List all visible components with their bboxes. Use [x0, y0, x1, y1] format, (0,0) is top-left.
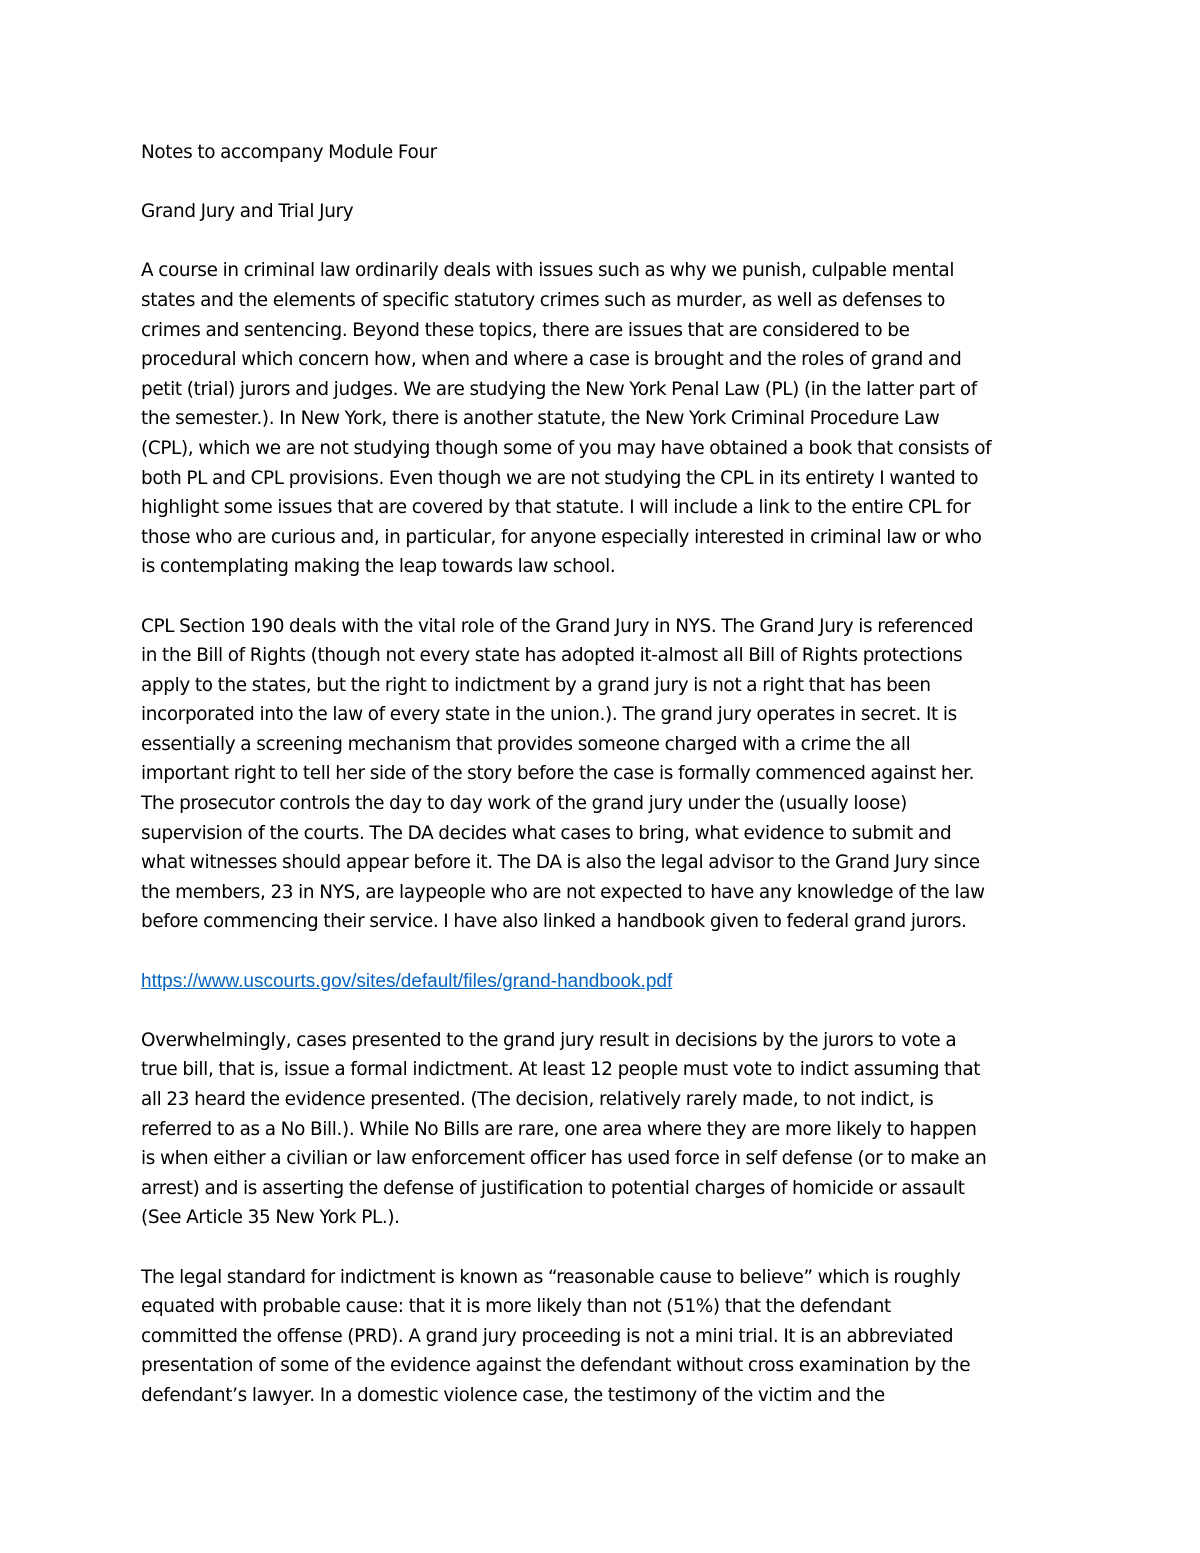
paragraph-line: Overwhelmingly, cases presented to the grand jury result in decisions by the jurors to vote a — [141, 1029, 957, 1051]
document-title: Notes to accompany Module Four — [141, 142, 437, 163]
paragraph-line: presentation of some of the evidence against the defendant without cross examination by the — [141, 1355, 971, 1377]
paragraph-line: The legal standard for indictment is known as “reasonable cause to believe” which is roughly — [141, 1266, 961, 1288]
paragraph-line: both PL and CPL provisions. Even though we are not studying the CPL in its entirety I wanted to — [141, 467, 979, 489]
paragraph-line: petit (trial) jurors and judges. We are studying the New York Penal Law (PL) (in the latter part of — [141, 378, 977, 400]
paragraph-1 — [141, 256, 1071, 582]
paragraph-line: the semester.). In New York, there is another statute, the New York Criminal Procedure Law — [141, 408, 940, 430]
link-line — [141, 967, 1071, 997]
spacer — [141, 168, 1071, 198]
paragraph-line: CPL Section 190 deals with the vital role of the Grand Jury in NYS. The Grand Jury is referenced — [141, 615, 974, 637]
paragraph-line: the members, 23 in NYS, are laypeople who are not expected to have any knowledge of the law — [141, 881, 985, 903]
paragraph-line: committed the offense (PRD). A grand jury proceeding is not a mini trial. It is an abbreviated — [141, 1325, 954, 1347]
paragraph-line: those who are curious and, in particular, for anyone especially interested in criminal law or who — [141, 526, 982, 548]
paragraph-line: (See Article 35 New York PL.). — [141, 1207, 400, 1229]
paragraph-line: The prosecutor controls the day to day work of the grand jury under the (usually loose) — [141, 793, 907, 815]
paragraph-line: equated with probable cause: that it is more likely than not (51%) that the defendant — [141, 1296, 891, 1318]
paragraph-line: arrest) and is asserting the defense of justification to potential charges of homicide or assault — [141, 1177, 965, 1199]
spacer — [141, 937, 1071, 967]
document-body — [141, 138, 1071, 1411]
paragraph-line: what witnesses should appear before it. The DA is also the legal advisor to the Grand Jury since — [141, 852, 980, 874]
paragraph-line: apply to the states, but the right to indictment by a grand jury is not a right that has been — [141, 674, 931, 696]
paragraph-line: referred to as a No Bill.). While No Bills are rare, one area where they are more likely to happen — [141, 1118, 977, 1140]
paragraph-2 — [141, 612, 1071, 938]
spacer — [141, 227, 1071, 257]
paragraph-3 — [141, 1026, 1071, 1233]
document-subtitle: Grand Jury and Trial Jury — [141, 201, 354, 223]
paragraph-4 — [141, 1263, 1071, 1411]
paragraph-line: (CPL), which we are not studying though some of you may have obtained a book that consists of — [141, 437, 992, 459]
paragraph-line: crimes and sentencing. Beyond these topics, there are issues that are considered to be — [141, 319, 910, 341]
paragraph-line: is contemplating making the leap towards law school. — [141, 556, 616, 578]
paragraph-line: incorporated into the law of every state in the union.). The grand jury operates in secret. It is — [141, 704, 957, 726]
paragraph-line: true bill, that is, issue a formal indictment. At least 12 people must vote to indict assuming that — [141, 1059, 981, 1081]
paragraph-line: is when either a civilian or law enforcement officer has used force in self defense (or to make an — [141, 1148, 987, 1170]
paragraph-line: procedural which concern how, when and where a case is brought and the roles of grand and — [141, 349, 962, 371]
paragraph-line: essentially a screening mechanism that provides someone charged with a crime the all — [141, 733, 911, 755]
paragraph-line: A course in criminal law ordinarily deals with issues such as why we punish, culpable mental — [141, 260, 955, 282]
paragraph-line: supervision of the courts. The DA decides what cases to bring, what evidence to submit and — [141, 822, 952, 844]
paragraph-line: in the Bill of Rights (though not every state has adopted it-almost all Bill of Rights protections — [141, 645, 963, 667]
grand-handbook-link[interactable]: https://www.uscourts.gov/sites/default/files/grand-handbook.pdf — [141, 970, 673, 992]
paragraph-line: highlight some issues that are covered by that statute. I will include a link to the entire CPL for — [141, 497, 971, 519]
paragraph-line: before commencing their service. I have also linked a handbook given to federal grand jurors. — [141, 911, 967, 933]
spacer — [141, 1233, 1071, 1263]
paragraph-line: states and the elements of specific statutory crimes such as murder, as well as defenses to — [141, 289, 946, 311]
paragraph-line: all 23 heard the evidence presented. (The decision, relatively rarely made, to not indict, is — [141, 1089, 934, 1110]
paragraph-line: defendant’s lawyer. In a domestic violence case, the testimony of the victim and the — [141, 1384, 885, 1406]
spacer — [141, 996, 1071, 1026]
paragraph-line: important right to tell her side of the story before the case is formally commenced against her. — [141, 763, 975, 785]
spacer — [141, 582, 1071, 612]
